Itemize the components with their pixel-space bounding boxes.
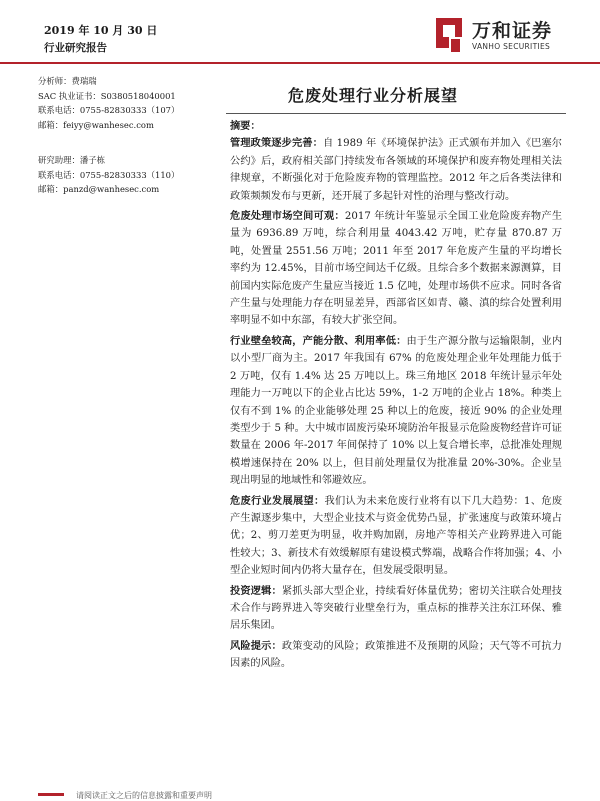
section-heading: 投资逻辑：	[230, 584, 282, 597]
footer-mark	[38, 793, 64, 796]
header-rule	[0, 62, 600, 64]
assistant-name: 研究助理：潘子栋	[38, 155, 105, 165]
analyst-name: 分析师：费瑞瑞	[38, 76, 97, 86]
page-title: 危废处理行业分析展望	[287, 86, 458, 105]
section-body: 2017 年统计年鉴显示全国工业危险废弃物产生量为 6936.89 万吨，综合利用量 4043.42 万吨，贮存量 870.87 万吨，处置量 2551.56 万吨；2011 年至 2017 年危废产生量的平均增长率约为 12.45%，目前市场空间达千亿级。且综合多个数据来源测算，目前国内实际危废产生量应当接近 1.5 亿吨，处理市场供不应求。同时各省产生量与处理能力存在明显差异，西部省区如青、赣、滇的综合处置利用率明显不如中东部，有较大扩张空间。	[230, 211, 563, 327]
assistant-phone: 联系电话：0755-82830333（110）	[38, 169, 180, 180]
section-body: 自 1989 年《环境保护法》正式颁布并加入《巴塞尔公约》后，政府相关部门持续发布各领域的环境保护和废弃物处理相关法律规章，不断强化对于危险废弃物的管理监控。2012 年之后各类法律和政策频频发布与更新，还开展了多起针对性的治理与整改行动。	[230, 138, 562, 202]
report-type: 行业研究报告	[44, 42, 107, 54]
abstract-section	[230, 583, 562, 635]
abstract-section	[230, 638, 562, 673]
logo-text-cn: 万和证券	[472, 20, 553, 42]
abstract-section	[230, 135, 562, 205]
analyst-license: SAC 执业证书：S0380518040001	[38, 90, 176, 101]
section-body: 我们认为未来危废行业将有以下几大趋势：1、危废产生源逐步集中，大型企业技术与资金优势凸显，扩张速度与政策环境占优；2、剪刀差更为明显，收并购加剧，房地产等相关产业跨界进入可能性较大；3、新技术有效缓解原有建设模式弊端，战略合作将加强；4、小型企业短时间内仍将大量存在，但发展受限明显。	[230, 495, 563, 577]
section-heading: 危废行业发展展望：	[230, 494, 325, 507]
assistant-info	[38, 153, 179, 197]
footer-disclaimer: 请阅读正文之后的信息披露和重要声明	[76, 791, 212, 800]
section-heading: 危废处理市场空间可观：	[230, 210, 345, 223]
abstract	[230, 118, 562, 673]
section-heading: 行业壁垒较高，产能分散、利用率低：	[230, 334, 407, 347]
analyst-email: 邮箱：feiyy@wanhesec.com	[38, 119, 154, 130]
analyst-info	[38, 74, 179, 132]
company-logo	[434, 16, 569, 60]
report-date: 2019 年 10 月 30 日	[44, 24, 158, 37]
abstract-section	[230, 333, 562, 490]
title-rule	[226, 113, 566, 114]
assistant-email: 邮箱：panzd@wanhesec.com	[38, 184, 160, 195]
abstract-heading: 摘要：	[230, 120, 261, 132]
section-heading: 管理政策逐步完善：	[230, 137, 323, 150]
abstract-section	[230, 208, 562, 330]
analyst-phone: 联系电话：0755-82830333（107）	[38, 105, 180, 116]
logo-mark-icon	[434, 16, 466, 54]
logo-text-en: VANHO SECURITIES	[472, 42, 551, 51]
section-heading: 风险提示：	[230, 639, 282, 652]
section-body: 紧抓头部大型企业，持续看好体量优势；密切关注联合处理技术合作与跨界进入等突破行业壁垒行为，重点标的推荐关注东江环保、雅居乐集团。	[230, 585, 562, 632]
section-body: 由于生产源分散与运输限制，业内以小型厂商为主。2017 年我国有 67% 的危废处理企业年处理能力低于 2 万吨，仅有 1.4% 达 25 万吨以上。珠三角地区 2018 年统计显示年处理能力一万吨以下的企业占比达 59%，1-2 万吨的企业占 18%。种类上仅有不到 1% 的企业能够处理 25 种以上的危废，接近 90% 的企业处理类型少于 5 种。大中城市固废污染环境防治年报显示危险废物经营许可证数量在 2006 年-2017 年间保持了 10% 以上复合增长率，总批准处理规模增速保持在 20% 以上，但目前处理量仅为批准量 20%-30%。企业呈现出明显的地域性和邻避效应。	[230, 335, 563, 487]
abstract-sections	[230, 135, 562, 672]
section-body: 政策变动的风险；政策推进不及预期的风险；天气等不可抗力因素的风险。	[230, 640, 562, 670]
abstract-section	[230, 493, 562, 580]
footer	[0, 790, 600, 800]
